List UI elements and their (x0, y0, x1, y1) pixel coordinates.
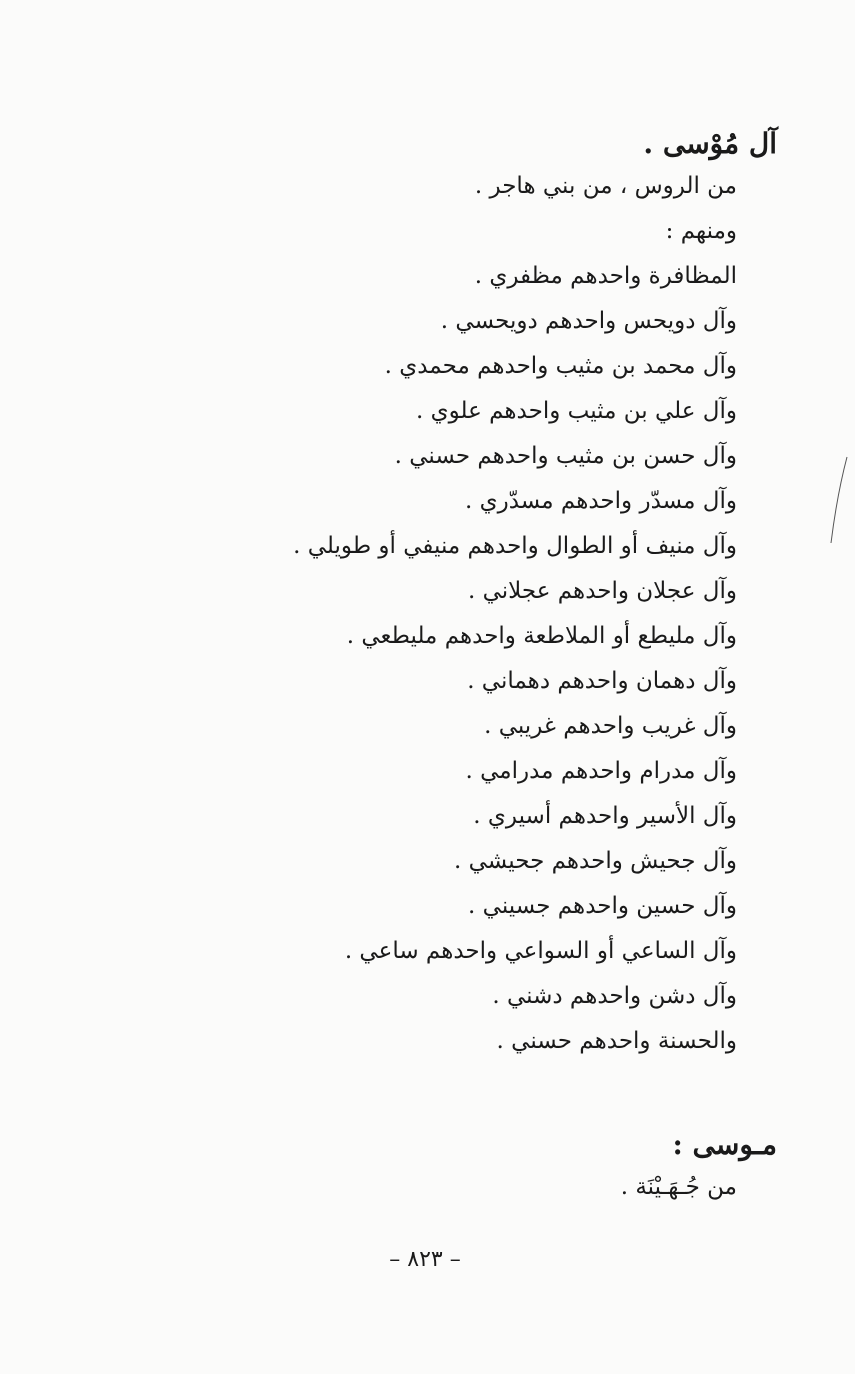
entry-line: من جُـهَـيْنَة . (620, 1174, 737, 1200)
entry-section-musa (217, 1125, 777, 1210)
entry-line: وآل دشن واحدهم دشني . (492, 983, 737, 1009)
page-number: – ٨٢٣ – (389, 1247, 461, 1272)
entry-line: والحسنة واحدهم حسني . (496, 1028, 737, 1054)
entry-line: وآل الأسير واحدهم أسيري . (473, 803, 737, 829)
entry-line: وآل محمد بن مثيب واحدهم محمدي . (384, 353, 737, 379)
entry-section-al-musa (217, 124, 777, 1064)
section-heading: مـوسى : (672, 1128, 777, 1161)
entry-line: وآل دهمان واحدهم دهماني . (467, 668, 737, 694)
entry-line: وآل منيف أو الطوال واحدهم منيفي أو طويلي . (293, 533, 737, 559)
entry-line: وآل غريب واحدهم غريبي . (484, 713, 737, 739)
entry-line: وآل مدرام واحدهم مدرامي . (465, 758, 737, 784)
entry-line: وآل جحيش واحدهم جحيشي . (453, 848, 737, 874)
page-edge-mark (829, 455, 849, 545)
entry-line: ومنهم : (665, 218, 737, 244)
entry-line: وآل حسن بن مثيب واحدهم حسني . (394, 443, 737, 469)
entry-line: وآل مليطع أو الملاطعة واحدهم مليطعي . (346, 623, 737, 649)
entry-line: وآل علي بن مثيب واحدهم علوي . (415, 398, 737, 424)
entry-line: من الروس ، من بني هاجر . (474, 173, 737, 199)
section-heading: آل مُوْسى . (643, 127, 777, 160)
entry-line: وآل الساعي أو السواعي واحدهم ساعي . (344, 938, 737, 964)
entry-line: وآل دويحس واحدهم دويحسي . (440, 308, 737, 334)
entry-line: وآل مسدّر واحدهم مسدّري . (464, 488, 737, 514)
entry-line: المظافرة واحدهم مظفري . (474, 263, 737, 289)
entry-line: وآل عجلان واحدهم عجلاني . (467, 578, 737, 604)
entry-line: وآل حسين واحدهم جسيني . (468, 893, 737, 919)
